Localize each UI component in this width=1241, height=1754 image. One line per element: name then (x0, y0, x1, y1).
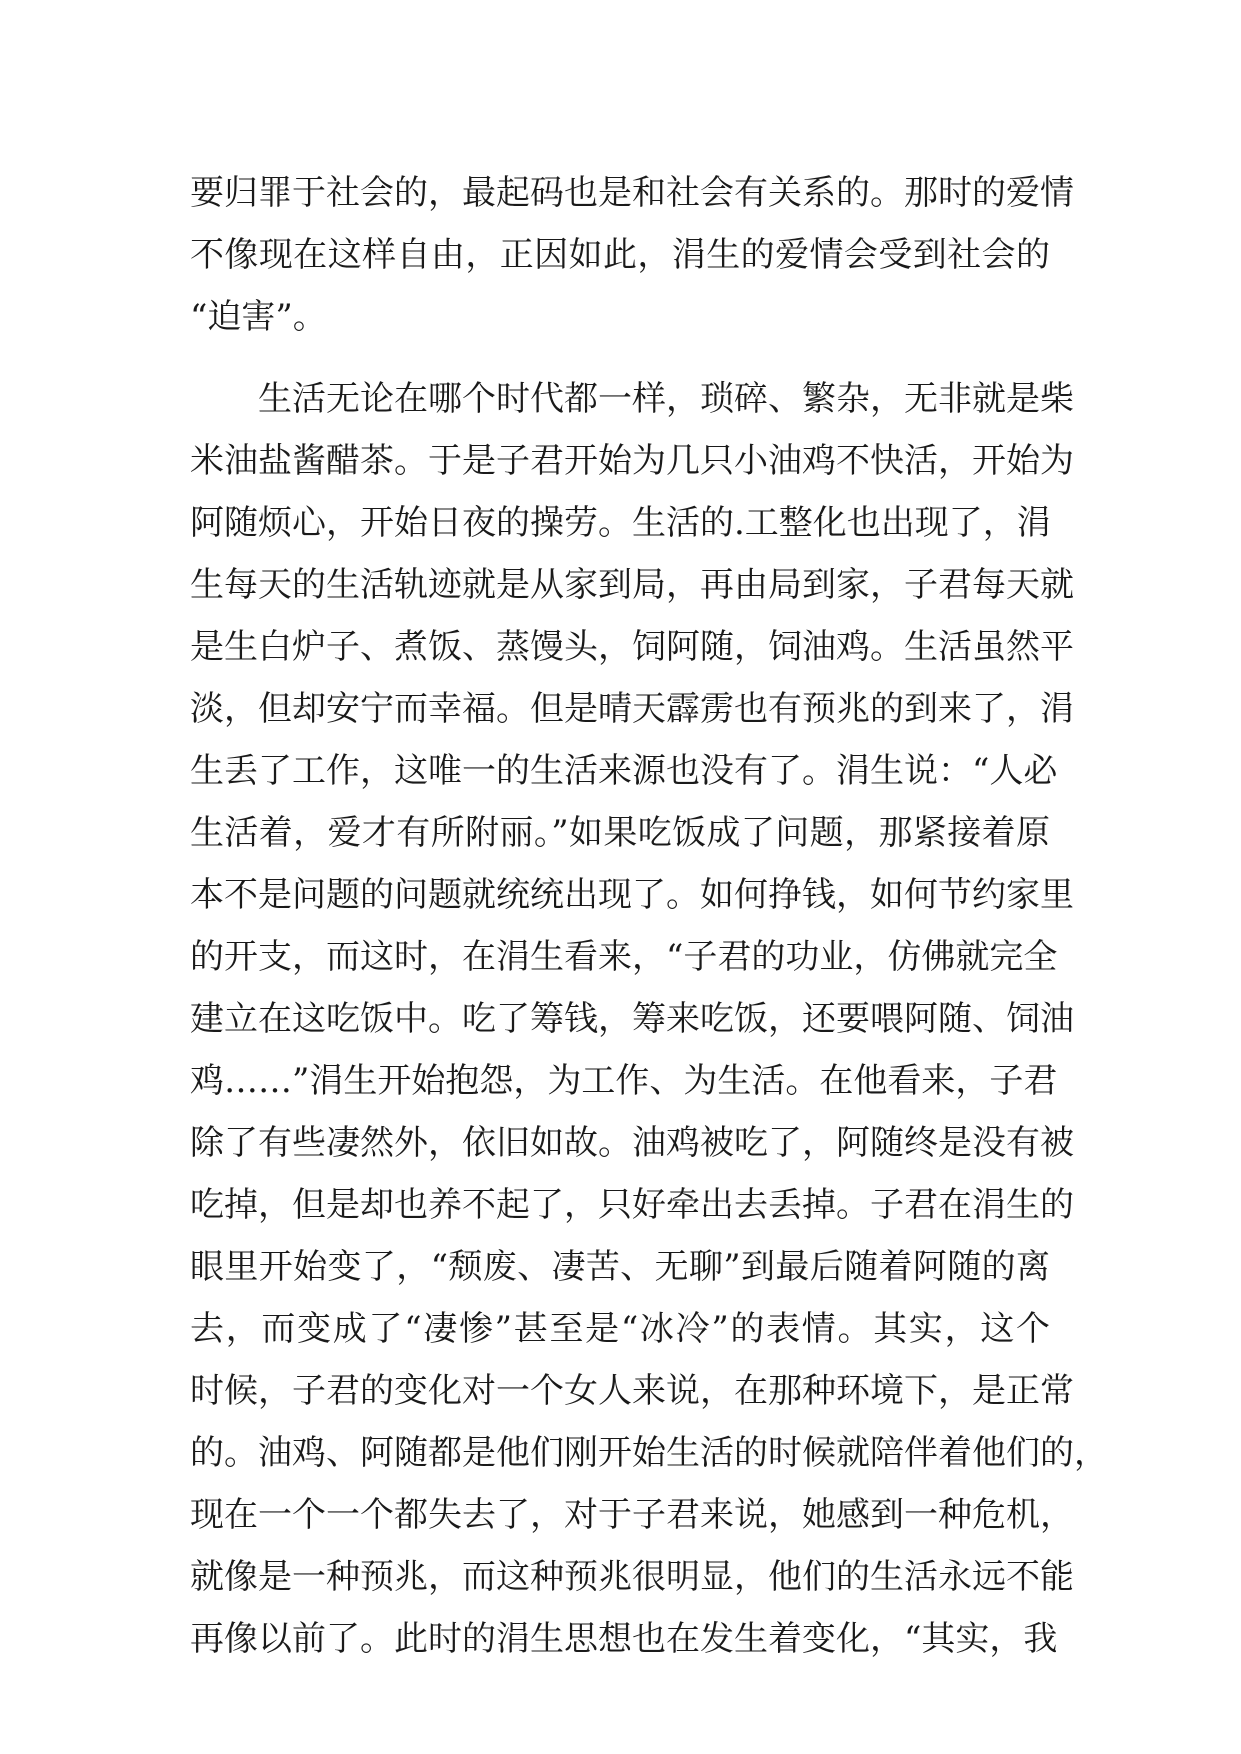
text-line: 生每天的生活轨迹就是从家到局，再由局到家，子君每天就 (190, 565, 1074, 605)
text-line: 除了有些凄然外，依旧如故。油鸡被吃了，阿随终是没有被 (190, 1123, 1074, 1163)
text-line: 现在一个一个都失去了，对于子君来说，她感到一种危机， (190, 1495, 1074, 1535)
paragraph-2 (190, 368, 1108, 1670)
text-line: 不像现在这样自由，正因如此，涓生的爱情会受到社会的 (190, 235, 1050, 275)
text-line: 是生白炉子、煮饭、蒸馒头，饲阿随，饲油鸡。生活虽然平 (190, 627, 1074, 667)
text-line: 生活着，爱才有所附丽。”如果吃饭成了问题，那紧接着原 (190, 813, 1050, 853)
text-line: 去，而变成了“凄惨”甚至是“冰冷”的表情。其实，这个 (190, 1309, 1050, 1349)
text-line: 就像是一种预兆，而这种预兆很明显，他们的生活永远不能 (190, 1557, 1074, 1597)
paragraph-gap (190, 348, 1050, 368)
text-line: 生活无论在哪个时代都一样，琐碎、繁杂，无非就是柴 (258, 379, 1074, 419)
text-line: 淡，但却安宁而幸福。但是晴天霹雳也有预兆的到来了，涓 (190, 689, 1074, 729)
text-line: 要归罪于社会的，最起码也是和社会有关系的。那时的爱情 (190, 173, 1074, 213)
text-line: 米油盐酱醋茶。于是子君开始为几只小油鸡不快活，开始为 (190, 441, 1074, 481)
text-line: 的。油鸡、阿随都是他们刚开始生活的时候就陪伴着他们的， (190, 1433, 1108, 1473)
text-line: 鸡……”涓生开始抱怨，为工作、为生活。在他看来，子君 (190, 1061, 1058, 1101)
text-line: 吃掉，但是却也养不起了，只好牵出去丢掉。子君在涓生的 (190, 1185, 1074, 1225)
text-line: 再像以前了。此时的涓生思想也在发生着变化，“其实，我 (190, 1619, 1058, 1659)
text-line: 的开支，而这时，在涓生看来，“子君的功业，仿佛就完全 (190, 937, 1058, 977)
text-line: 生丢了工作，这唯一的生活来源也没有了。涓生说：“人必 (190, 751, 1058, 791)
text-line: 阿随烦心，开始日夜的操劳。生活的.工整化也出现了，涓 (190, 503, 1051, 543)
text-line: 时候，子君的变化对一个女人来说，在那种环境下，是正常 (190, 1371, 1074, 1411)
text-line: 本不是问题的问题就统统出现了。如何挣钱，如何节约家里 (190, 875, 1074, 915)
text-line: “迫害”。 (190, 297, 327, 337)
document-body (190, 162, 1108, 1670)
paragraph-1 (190, 162, 1074, 348)
text-line: 建立在这吃饭中。吃了筹钱，筹来吃饭，还要喂阿随、饲油 (190, 999, 1074, 1039)
text-line: 眼里开始变了，“颓废、凄苦、无聊”到最后随着阿随的离 (190, 1247, 1050, 1287)
